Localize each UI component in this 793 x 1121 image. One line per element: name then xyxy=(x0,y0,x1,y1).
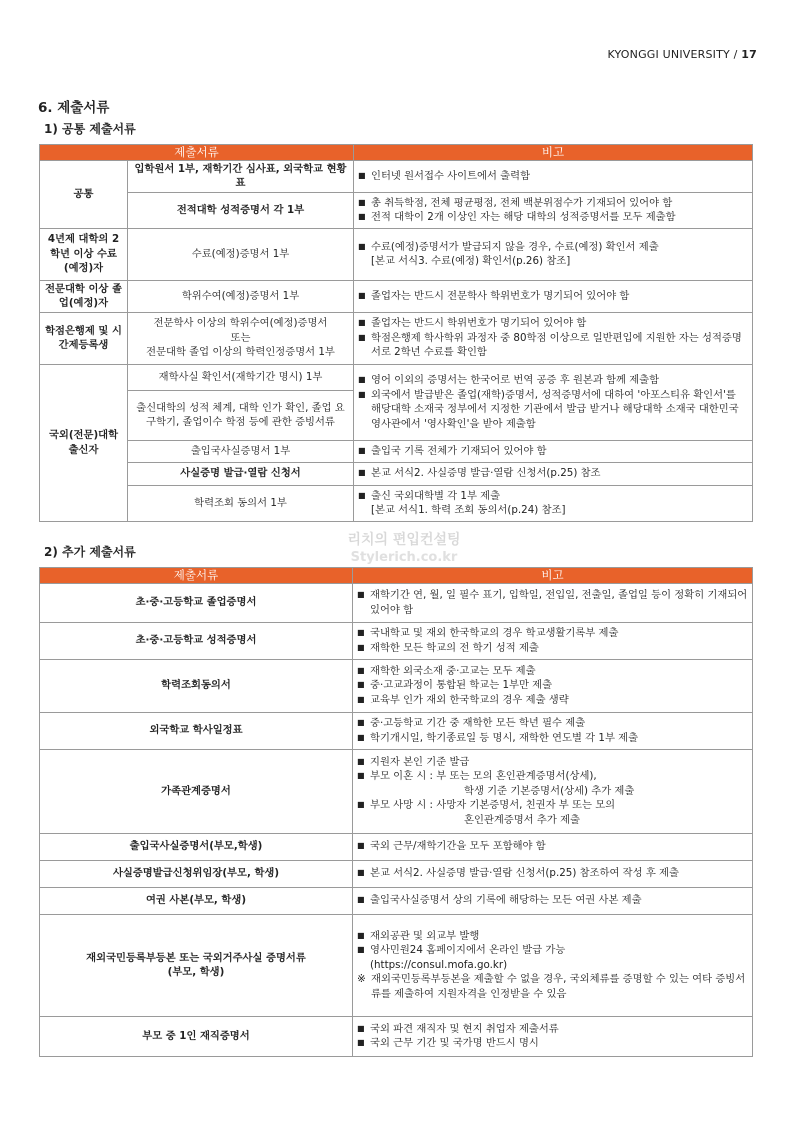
watermark xyxy=(324,532,484,566)
table-row xyxy=(40,749,753,833)
university-name: KYONGGI UNIVERSITY xyxy=(607,48,730,61)
list-item: ※ 재외국민등록부등본을 제출할 수 없을 경우, 국외체류를 증명할 수 있는 여타 증빙서류를 제출하여 지원자격을 인정받을 수 있음 xyxy=(357,972,748,1001)
list-item: ■ 지원자 본인 기준 발급 xyxy=(357,755,748,770)
table-row xyxy=(40,622,753,659)
document-cell: 출신대학의 성적 체계, 대학 인가 확인, 졸업 요구학기, 졸업이수 학점 등에 관한 증빙서류 xyxy=(128,390,354,440)
list-item: ■ 졸업자는 반드시 학위번호가 명기되어 있어야 함 xyxy=(358,316,748,331)
list-item: ■ 부모 이혼 시 : 부 또는 모의 혼인관계증명서(상세), xyxy=(357,769,748,784)
note-cell xyxy=(354,160,753,192)
document-cell xyxy=(128,312,354,364)
table-row xyxy=(40,860,753,887)
list-item: ■ 국외 근무 기간 및 국가명 반드시 명시 xyxy=(357,1036,748,1051)
list-item: ■ 재학한 외국소재 중·고교는 모두 제출 xyxy=(357,664,748,679)
list-item: [본교 서식1. 학력 조회 동의서(p.24) 참조] xyxy=(371,504,566,516)
note-cell xyxy=(354,280,753,312)
table-row xyxy=(40,192,753,228)
note-cell xyxy=(353,1016,753,1056)
table-row xyxy=(40,887,753,914)
table-row xyxy=(40,312,753,364)
list-item: ■ 인터넷 원서접수 사이트에서 출력함 xyxy=(358,169,748,184)
table-row xyxy=(40,462,753,485)
list-item: ■ 국내학교 및 재외 한국학교의 경우 학교생활기록부 제출 xyxy=(357,626,748,641)
list-item: ■ 국외 파견 재직자 및 현지 취업자 제출서류 xyxy=(357,1022,748,1037)
document-cell: 수료(예정)증명서 1부 xyxy=(128,228,354,280)
list-item: ■ 부모 사망 시 : 사망자 기본증명서, 친권자 부 또는 모의 xyxy=(357,798,748,813)
list-item: [본교 서식3. 수료(예정) 확인서(p.26) 참조] xyxy=(371,255,571,267)
list-item: ■ 외국에서 발급받은 졸업(재학)증명서, 성적증명서에 대하여 '아포스티유 확인서'를 해당대학 소재국 정부에서 지정한 기관에서 발급 받거나 해당대학 소재국 대한민국 영사관에서 '영사확인'을 받아 제출함 xyxy=(358,388,748,432)
list-item: ■ 중·고교과정이 통합된 학교는 1부만 제출 xyxy=(357,678,748,693)
category-foreign: 국외(전문)대학 출신자 xyxy=(40,364,128,521)
document-cell: 출입국사실증명서 1부 xyxy=(128,440,354,462)
list-item: ■ 교육부 인가 재외 한국학교의 경우 제출 생략 xyxy=(357,693,748,708)
table-row xyxy=(40,280,753,312)
table-row xyxy=(40,440,753,462)
common-documents-table xyxy=(39,144,753,522)
document-cell: 사실증명발급신청위임장(부모, 학생) xyxy=(40,860,353,887)
list-item: ■ 총 취득학점, 전체 평균평점, 전체 백분위점수가 기재되어 있어야 함 xyxy=(358,196,748,211)
table-row xyxy=(40,583,753,622)
table-row xyxy=(40,659,753,712)
note-cell xyxy=(354,462,753,485)
document-cell: 학력조회 동의서 1부 xyxy=(128,485,354,521)
note-cell xyxy=(353,914,753,1016)
note-cell xyxy=(353,749,753,833)
list-item: ■ 영어 이외의 증명서는 한국어로 번역 공증 후 원본과 함께 제출함 xyxy=(358,373,748,388)
header-separator: / xyxy=(733,48,738,61)
document-cell xyxy=(40,914,353,1016)
table-row xyxy=(40,914,753,1016)
document-line: 전문대학 졸업 이상의 학력인정증명서 1부 xyxy=(146,346,335,359)
list-item: ■ 학점은행제 학사학위 과정자 중 80학점 이상으로 일반편입에 지원한 자는 성적증명서로 2학년 수료를 확인함 xyxy=(358,331,748,360)
list-item: 학생 기준 기본증명서(상세) 추가 제출 xyxy=(464,784,635,797)
column-header-documents: 제출서류 xyxy=(40,145,354,161)
category-4yr: 4년제 대학의 2학년 이상 수료(예정)자 xyxy=(40,228,128,280)
note-cell xyxy=(353,583,753,622)
table-header-row xyxy=(40,145,753,161)
document-cell: 부모 중 1인 재직증명서 xyxy=(40,1016,353,1056)
table-row xyxy=(40,364,753,390)
list-item: ■ 재외공관 및 외교부 발행 xyxy=(357,929,748,944)
table-row xyxy=(40,485,753,521)
page-header xyxy=(607,48,757,61)
list-item: ■ 중·고등학교 기간 중 재학한 모든 학년 필수 제출 xyxy=(357,716,748,731)
list-item: ■ 국외 근무/재학기간을 모두 포함해야 함 xyxy=(357,839,748,854)
watermark-text: 리치의 편입컨설팅 xyxy=(347,532,461,548)
list-item: (https://consul.mofa.go.kr) xyxy=(370,958,508,971)
document-line: (부모, 학생) xyxy=(167,966,225,978)
document-cell: 초·중·고등학교 성적증명서 xyxy=(40,622,353,659)
document-cell: 입학원서 1부, 재학기간 심사표, 외국학교 현황표 xyxy=(128,160,354,192)
document-cell: 여권 사본(부모, 학생) xyxy=(40,887,353,914)
document-line: 전문학사 이상의 학위수여(예정)증명서 xyxy=(153,317,328,330)
table-row xyxy=(40,712,753,749)
document-cell: 학위수여(예정)증명서 1부 xyxy=(128,280,354,312)
note-cell xyxy=(353,860,753,887)
subsection-title-additional: 2) 추가 제출서류 xyxy=(44,545,136,559)
document-line: 재외국민등록부등본 또는 국외거주사실 증명서류 xyxy=(86,951,306,964)
document-cell: 사실증명 발급·열람 신청서 xyxy=(128,462,354,485)
document-cell: 학력조회동의서 xyxy=(40,659,353,712)
table-row xyxy=(40,228,753,280)
list-item: ■ 출신 국외대학별 각 1부 제출 xyxy=(358,489,748,504)
note-cell xyxy=(353,887,753,914)
document-cell: 전적대학 성적증명서 각 1부 xyxy=(128,192,354,228)
subsection-title-common: 1) 공통 제출서류 xyxy=(44,122,136,136)
note-cell xyxy=(354,228,753,280)
table-header-row xyxy=(40,568,753,584)
list-item: ■ 수료(예정)증명서가 발급되지 않을 경우, 수료(예정) 확인서 제출 xyxy=(358,240,748,255)
list-item: ■ 본교 서식2. 사실증명 발급·열람 신청서(p.25) 참조 xyxy=(358,466,748,481)
document-cell: 초·중·고등학교 졸업증명서 xyxy=(40,583,353,622)
note-cell xyxy=(353,833,753,860)
document-cell: 재학사실 확인서(재학기간 명시) 1부 xyxy=(128,364,354,390)
note-cell xyxy=(353,622,753,659)
note-cell xyxy=(354,364,753,440)
column-header-documents: 제출서류 xyxy=(40,568,353,584)
note-cell xyxy=(354,440,753,462)
list-item: ■ 학기개시일, 학기종료일 등 명시, 재학한 연도별 각 1부 제출 xyxy=(357,731,748,746)
note-cell xyxy=(353,712,753,749)
list-item: ■ 재학한 모든 학교의 전 학기 성적 제출 xyxy=(357,641,748,656)
note-cell xyxy=(354,312,753,364)
list-item: ■ 출입국사실증명서 상의 기록에 해당하는 모든 여권 사본 제출 xyxy=(357,893,748,908)
note-cell xyxy=(354,192,753,228)
list-item: ■ 재학기간 연, 월, 일 필수 표기, 입학일, 전입일, 전출일, 졸업일 등이 정확히 기재되어 있어야 함 xyxy=(357,588,748,617)
list-item: 혼인관계증명서 추가 제출 xyxy=(464,813,580,826)
document-cell: 출입국사실증명서(부모,학생) xyxy=(40,833,353,860)
document-line: 또는 xyxy=(230,331,251,344)
category-junior-college: 전문대학 이상 졸업(예정)자 xyxy=(40,280,128,312)
table-row xyxy=(40,1016,753,1056)
document-cell: 외국학교 학사일정표 xyxy=(40,712,353,749)
additional-documents-table xyxy=(39,567,753,1057)
column-header-notes: 비고 xyxy=(354,145,753,161)
list-item: ■ 영사민원24 홈페이지에서 온라인 발급 가능 xyxy=(357,943,748,958)
list-item: ■ 졸업자는 반드시 전문학사 학위번호가 명기되어 있어야 함 xyxy=(358,289,748,304)
note-cell xyxy=(353,659,753,712)
document-cell: 가족관계증명서 xyxy=(40,749,353,833)
column-header-notes: 비고 xyxy=(353,568,753,584)
list-item: ■ 출입국 기록 전체가 기재되어 있어야 함 xyxy=(358,444,748,459)
list-item: ■ 본교 서식2. 사실증명 발급·열람 신청서(p.25) 참조하여 작성 후 제출 xyxy=(357,866,748,881)
category-credit-bank: 학점은행제 및 시간제등록생 xyxy=(40,312,128,364)
list-item: ■ 전적 대학이 2개 이상인 자는 해당 대학의 성적증명서를 모두 제출함 xyxy=(358,210,748,225)
page-number: 17 xyxy=(741,48,757,61)
section-title: 6. 제출서류 xyxy=(38,100,110,116)
watermark-url: Stylerich.co.kr xyxy=(350,550,458,565)
note-cell xyxy=(354,485,753,521)
table-row xyxy=(40,833,753,860)
table-row xyxy=(40,160,753,192)
category-common: 공통 xyxy=(40,160,128,228)
